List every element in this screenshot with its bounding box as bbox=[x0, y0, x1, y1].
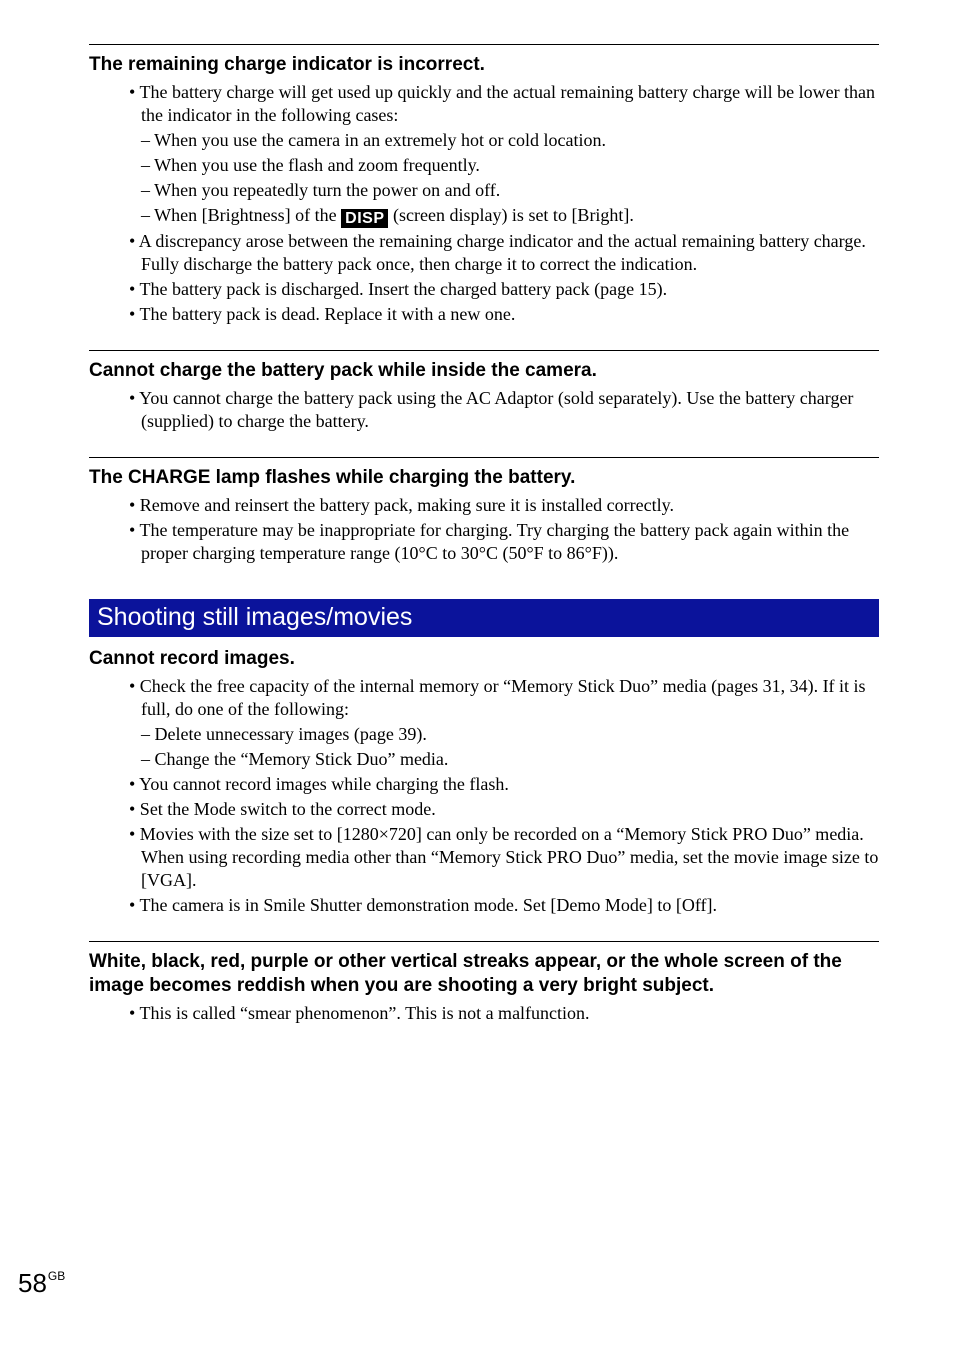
sub-list-item: – Delete unnecessary images (page 39). bbox=[141, 724, 427, 744]
section-charge-lamp bbox=[89, 457, 879, 565]
list-item: • The temperature may be inappropriate for charging. Try charging the battery pack again within the proper charging temperature range (10°C to 30°C (50°F to 86°F)). bbox=[129, 520, 850, 563]
list-item: • Check the free capacity of the internal memory or “Memory Stick Duo” media (pages 31, 34). If it is full, do one of the following: bbox=[129, 676, 866, 719]
list-item: • You cannot record images while charging the flash. bbox=[129, 774, 509, 794]
disp-button-icon: DISP bbox=[341, 209, 388, 228]
list-item: • A discrepancy arose between the remaining charge indicator and the actual remaining battery charge. Fully discharge the battery pack once, then charge it to correct the indication. bbox=[129, 231, 866, 274]
bullet-list bbox=[89, 1002, 879, 1025]
section-heading: White, black, red, purple or other vertical streaks appear, or the whole screen of the image becomes reddish when you are shooting a very bright subject. bbox=[89, 951, 842, 996]
section-charge-indicator bbox=[89, 44, 879, 326]
section-streaks bbox=[89, 941, 879, 1025]
bullet-list bbox=[89, 494, 879, 565]
section-heading: The remaining charge indicator is incorrect. bbox=[89, 54, 485, 75]
manual-page bbox=[89, 44, 879, 1027]
sub-list-item: – When you repeatedly turn the power on and off. bbox=[141, 180, 501, 200]
sub-list-item: – When you use the flash and zoom frequently. bbox=[141, 155, 480, 175]
list-item: • The battery charge will get used up quickly and the actual remaining battery charge will be lower than the indicator in the following cases: bbox=[129, 82, 876, 125]
page-number-value: 58 bbox=[18, 1268, 47, 1298]
chapter-banner: Shooting still images/movies bbox=[89, 599, 879, 637]
section-heading: Cannot charge the battery pack while inside the camera. bbox=[89, 360, 597, 381]
section-cannot-record bbox=[89, 647, 879, 917]
page-number bbox=[18, 1268, 65, 1299]
page-number-suffix: GB bbox=[47, 1269, 66, 1283]
list-item: • Movies with the size set to [1280×720] can only be recorded on a “Memory Stick PRO Duo” media. When using recording media other than “Memory Stick PRO Duo” media, set the movie image size to [VGA]. bbox=[129, 824, 879, 890]
bullet-list bbox=[89, 675, 879, 917]
list-item: • The battery pack is dead. Replace it with a new one. bbox=[129, 304, 516, 324]
list-item: • Remove and reinsert the battery pack, making sure it is installed correctly. bbox=[129, 495, 674, 515]
list-item: • The camera is in Smile Shutter demonstration mode. Set [Demo Mode] to [Off]. bbox=[129, 895, 718, 915]
section-heading: Cannot record images. bbox=[89, 648, 295, 669]
sub-list-item: – When you use the camera in an extremely hot or cold location. bbox=[141, 130, 607, 150]
section-cannot-charge bbox=[89, 350, 879, 433]
list-item-text: (screen display) is set to [Bright]. bbox=[392, 205, 634, 225]
list-item: • Set the Mode switch to the correct mode. bbox=[129, 799, 436, 819]
sub-list-item: – Change the “Memory Stick Duo” media. bbox=[141, 749, 449, 769]
bullet-list bbox=[89, 81, 879, 326]
section-heading: The CHARGE lamp flashes while charging the battery. bbox=[89, 467, 576, 488]
bullet-list bbox=[89, 387, 879, 433]
list-item: • You cannot charge the battery pack using the AC Adaptor (sold separately). Use the battery charger (supplied) to charge the battery. bbox=[129, 388, 854, 431]
sub-list-item-brightness bbox=[89, 204, 879, 228]
list-item: • This is called “smear phenomenon”. This is not a malfunction. bbox=[129, 1003, 590, 1023]
list-item-text: – When [Brightness] of the bbox=[141, 205, 337, 225]
list-item: • The battery pack is discharged. Insert the charged battery pack (page 15). bbox=[129, 279, 668, 299]
